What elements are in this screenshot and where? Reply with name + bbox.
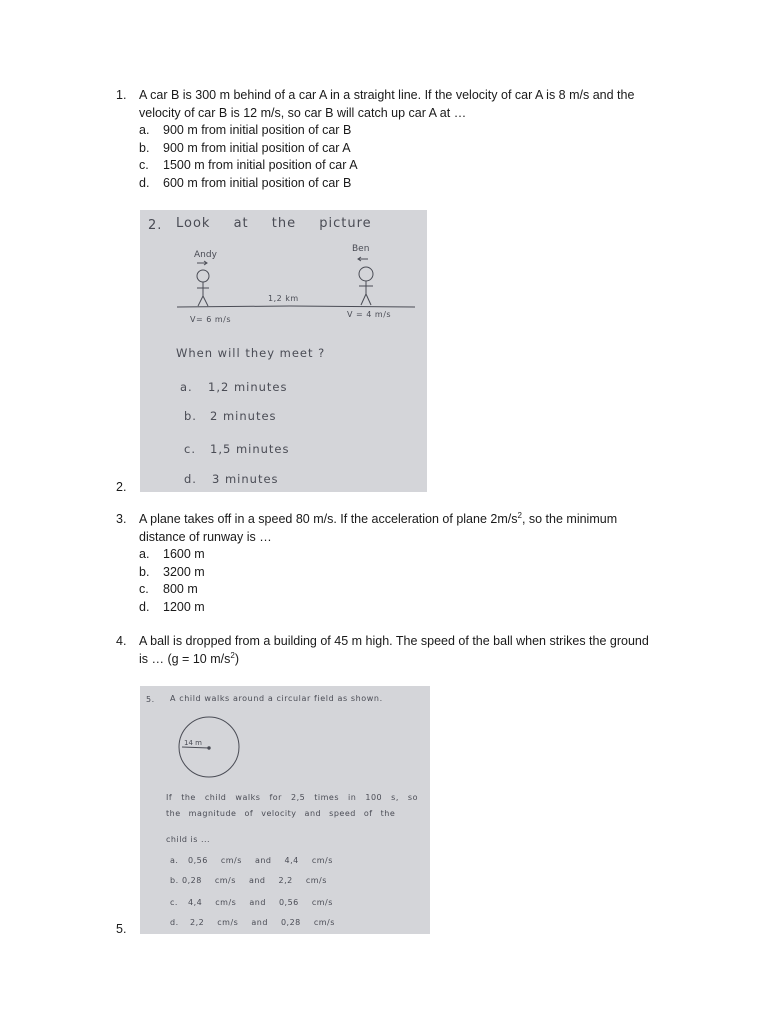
question-5-number: 5. bbox=[116, 922, 127, 936]
question-text: A plane takes off in a speed 80 m/s. If the acceleration of plane $2m/s^2$, so the minimum distance of runway is … bbox=[139, 510, 618, 544]
ben-speed: V = 4 m/s bbox=[347, 310, 392, 319]
option-a: a. 1600 m bbox=[139, 547, 205, 561]
photo-option-c: 4,4 cm/s and 0,56 cm/s bbox=[188, 898, 333, 907]
option-c: c. 800 m bbox=[139, 582, 198, 596]
question-number: 1. bbox=[116, 88, 127, 102]
question-4 bbox=[116, 633, 686, 668]
photo-heading: A child walks around a circular field as shown. bbox=[170, 694, 383, 703]
option-c: c. 1500 m from initial position of car A bbox=[139, 158, 358, 172]
option-b: b. 3200 m bbox=[139, 564, 205, 579]
question-number: 4. bbox=[116, 634, 127, 648]
handwritten-question-5-photo: 5. A child walks around a circular field as shown. 14 m If the child walks for 2,5 times in 100 s, so the magnitude of velocity and speed of the child is ... a. 0,56 cm/s and 4,4 cm/s b. 0,28 cm/s and 2,2 cm/s c. 4,4 cm/s and 0,56 cm/s d. 2,2 cm/s and 0,28 cm/s bbox=[140, 686, 430, 934]
radius-label: 14 m bbox=[184, 739, 202, 747]
andy-speed: V= 6 m/s bbox=[190, 315, 232, 324]
question-text: A car B is 300 m behind of a car A in a straight line. If the velocity of car A is 8 m/s and the velocity of car B is 12 m/s, so car B will catch up car A at … bbox=[139, 88, 635, 120]
photo-option-c: 1,5 minutes bbox=[210, 442, 290, 456]
question-text: A ball is dropped from a building of 45 m high. The speed of the ball when strikes the ground is … (g = 10 $m/s^2$) bbox=[139, 634, 649, 666]
question-2-number: 2. bbox=[116, 480, 127, 494]
left-person-name: Andy bbox=[194, 250, 217, 260]
photo-option-b: 0,28 cm/s and 2,2 cm/s bbox=[182, 876, 327, 885]
photo-option-a: 1,2 minutes bbox=[208, 380, 288, 394]
handwritten-question-2-photo: 2. Look at the picture Andy Ben 1,2 km V= 6 m/s V = 4 m/s When will they meet ? a. 1,2 minutes b. 2 minutes c. 1,5 minutes d. 3 minutes bbox=[140, 210, 427, 492]
photo-option-d: 2,2 cm/s and 0,28 cm/s bbox=[190, 918, 335, 927]
option-a: a. 900 m from initial position of car B bbox=[139, 123, 352, 137]
option-d: d. 600 m from initial position of car B bbox=[139, 175, 352, 190]
photo-heading: Look at the picture bbox=[176, 216, 372, 231]
answer-options bbox=[139, 546, 686, 616]
right-person-name: Ben bbox=[352, 244, 370, 254]
photo-option-d: 3 minutes bbox=[212, 472, 279, 486]
question-1 bbox=[116, 87, 686, 192]
answer-options bbox=[139, 122, 686, 192]
question-3 bbox=[116, 511, 686, 616]
distance-label: 1,2 km bbox=[268, 294, 299, 303]
photo-question: When will they meet ? bbox=[176, 346, 326, 360]
photo-option-a: 0,56 cm/s and 4,4 cm/s bbox=[188, 856, 333, 865]
option-d: d. 1200 m bbox=[139, 599, 205, 614]
question-number: 3. bbox=[116, 512, 127, 526]
photo-option-b: 2 minutes bbox=[210, 409, 277, 423]
option-b: b. 900 m from initial position of car A bbox=[139, 140, 351, 155]
